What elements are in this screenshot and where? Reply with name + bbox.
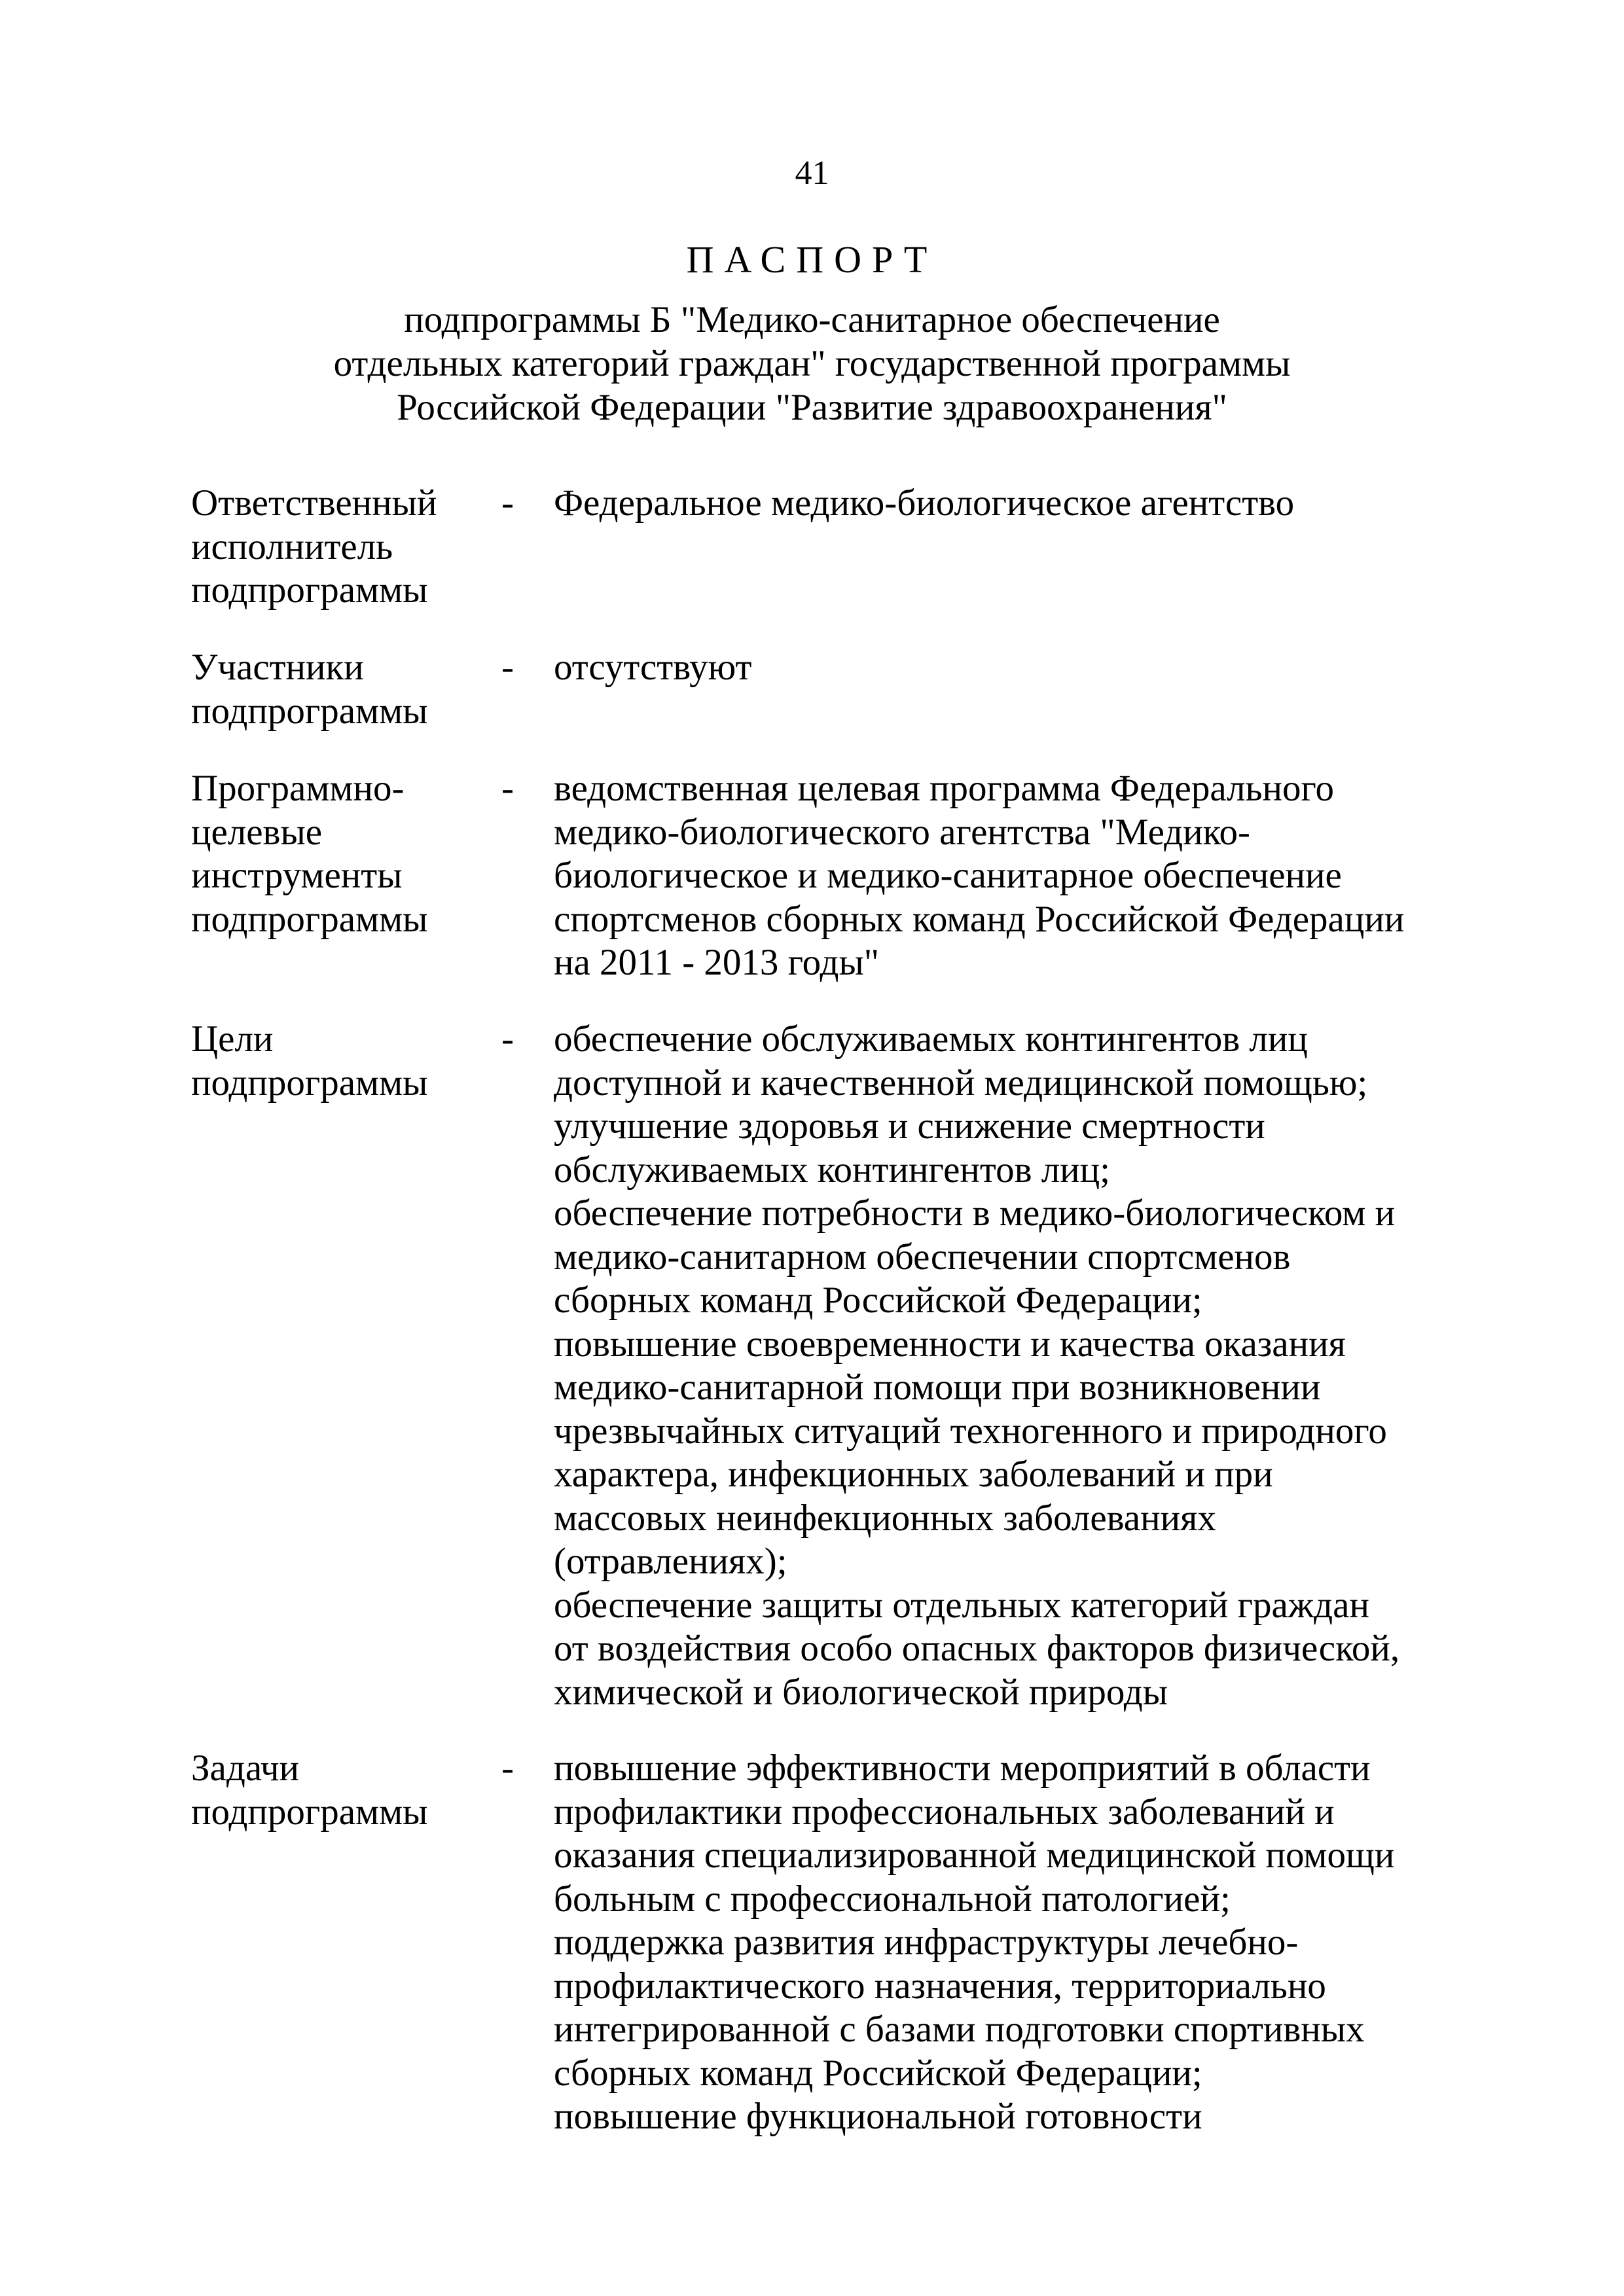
label-line: подпрограммы [191,569,428,611]
label-line: целевые [191,811,323,853]
row-label [191,1018,473,1105]
document-title: ПАСПОРТ [686,238,938,281]
value-line: сборных команд Российской Федерации; [554,1280,1202,1321]
label-line: Цели [191,1018,274,1060]
document-subtitle [0,298,1624,429]
subtitle-line: подпрограммы Б "Медико-санитарное обеспечение [404,299,1220,340]
value-line: оказания специализированной медицинской помощи [554,1835,1395,1876]
value-line: обеспечение защиты отдельных категорий граждан [554,1584,1369,1626]
value-line: интегрированной с базами подготовки спортивных [554,2009,1365,2050]
label-line: подпрограммы [191,690,428,732]
value-line: чрезвычайных ситуаций техногенного и природного [554,1410,1387,1452]
value-line: химической и биологической природы [554,1671,1168,1713]
value-line: повышение своевременности и качества оказания [554,1323,1346,1365]
value-line: обслуживаемых контингентов лиц; [554,1149,1111,1191]
row-label [191,646,473,733]
label-line: подпрограммы [191,1062,428,1103]
value-line: поддержка развития инфраструктуры лечебно- [554,1922,1299,1963]
value-line: профилактического назначения, территориально [554,1965,1326,2007]
value-line: на 2011 - 2013 годы" [554,942,880,983]
value-line: доступной и качественной медицинской помощью; [554,1062,1368,1103]
row-value [554,646,1457,690]
value-line: характера, инфекционных заболеваний и при [554,1454,1273,1495]
value-line: (отравлениях); [554,1541,787,1582]
value-line: обеспечение обслуживаемых контингентов лиц [554,1018,1308,1060]
row-dash: - [501,482,514,524]
label-line: Программно- [191,768,405,809]
subtitle-line: отдельных категорий граждан" государственной программы [333,343,1291,384]
value-line: медико-санитарной помощи при возникновении [554,1367,1321,1408]
value-line: повышение эффективности мероприятий в области [554,1748,1371,1789]
row-value [554,1018,1457,1714]
value-line: больным с профессиональной патологией; [554,1878,1231,1920]
label-line: подпрограммы [191,898,428,940]
page-number: 41 [795,154,829,192]
value-line: массовых неинфекционных заболеваниях [554,1497,1216,1539]
value-line: Федеральное медико-биологическое агентство [554,482,1295,524]
value-line: медико-санитарном обеспечении спортсменов [554,1236,1291,1278]
label-line: подпрограммы [191,1791,428,1833]
label-line: Задачи [191,1748,300,1789]
value-line: обеспечение потребности в медико-биологическом и [554,1193,1396,1234]
subtitle-line: Российской Федерации "Развитие здравоохранения" [397,387,1227,428]
value-line: профилактики профессиональных заболеваний и [554,1791,1335,1833]
value-line: биологическое и медико-санитарное обеспечение [554,855,1342,896]
row-value [554,482,1457,526]
row-label [191,482,473,613]
label-line: исполнитель [191,526,393,567]
value-line: от воздействия особо опасных факторов физической, [554,1628,1400,1669]
row-label [191,767,473,941]
value-line: сборных команд Российской Федерации; [554,2052,1202,2094]
value-line: спортсменов сборных команд Российской Федерации [554,898,1405,940]
row-dash: - [501,1018,514,1060]
value-line: повышение функциональной готовности [554,2096,1202,2137]
value-line: медико-биологического агентства "Медико- [554,811,1250,853]
row-label [191,1747,473,1834]
value-line: улучшение здоровья и снижение смертности [554,1105,1265,1147]
value-line: ведомственная целевая программа Федерального [554,768,1335,809]
value-line: отсутствуют [554,647,752,688]
row-dash: - [501,1748,514,1789]
row-dash: - [501,647,514,688]
row-dash: - [501,768,514,809]
label-line: инструменты [191,855,403,896]
row-value [554,1747,1457,2139]
row-value [554,767,1457,985]
label-line: Ответственный [191,482,437,524]
label-line: Участники [191,647,364,688]
